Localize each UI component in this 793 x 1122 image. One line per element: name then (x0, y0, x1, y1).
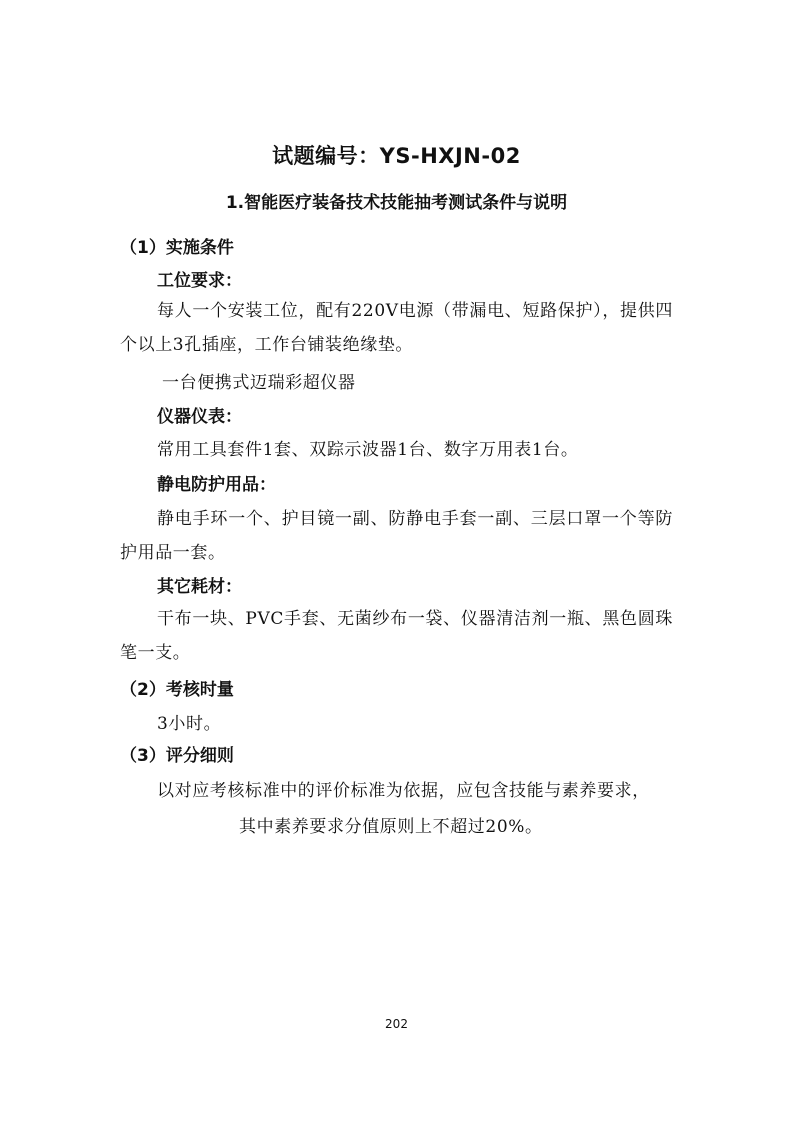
page-subtitle: 1.智能医疗装备技术技能抽考测试条件与说明 (225, 193, 568, 213)
section-duration-heading: （2）考核时量 (120, 680, 234, 700)
section-scoring-heading: （3）评分细则 (120, 746, 234, 766)
esd-text: 静电手环一个、护目镜一副、防静电手套一副、三层口罩一个等防护用品一套。 (120, 509, 673, 563)
workstation-heading: 工位要求： (157, 271, 242, 291)
scoring-text-line2: 其中素养要求分值原则上不超过20%。 (239, 817, 543, 837)
consumables-heading: 其它耗材： (157, 577, 242, 597)
page-title: 试题编号：YS-HXJN-02 (272, 144, 521, 168)
esd-heading: 静电防护用品： (157, 475, 276, 495)
instruments-heading: 仪器仪表： (157, 407, 242, 427)
consumables-text: 干布一块、PVC手套、无菌纱布一袋、仪器清洁剂一瓶、黑色圆珠笔一支。 (120, 609, 673, 663)
duration-text: 3小时。 (157, 714, 222, 734)
page-number: 202 (385, 1017, 408, 1031)
scoring-text-line1: 以对应考核标准中的评价标准为依据，应包含技能与素养要求， (157, 781, 650, 801)
section-implementation-heading: （1）实施条件 (120, 238, 234, 258)
workstation-extra-text: 一台便携式迈瑞彩超仪器 (162, 373, 356, 393)
instruments-text: 常用工具套件1套、双踪示波器1台、数字万用表1台。 (157, 440, 579, 460)
workstation-text: 每人一个安装工位，配有220V电源（带漏电、短路保护），提供四个以上3孔插座，工作台铺装绝缘垫。 (120, 301, 673, 355)
